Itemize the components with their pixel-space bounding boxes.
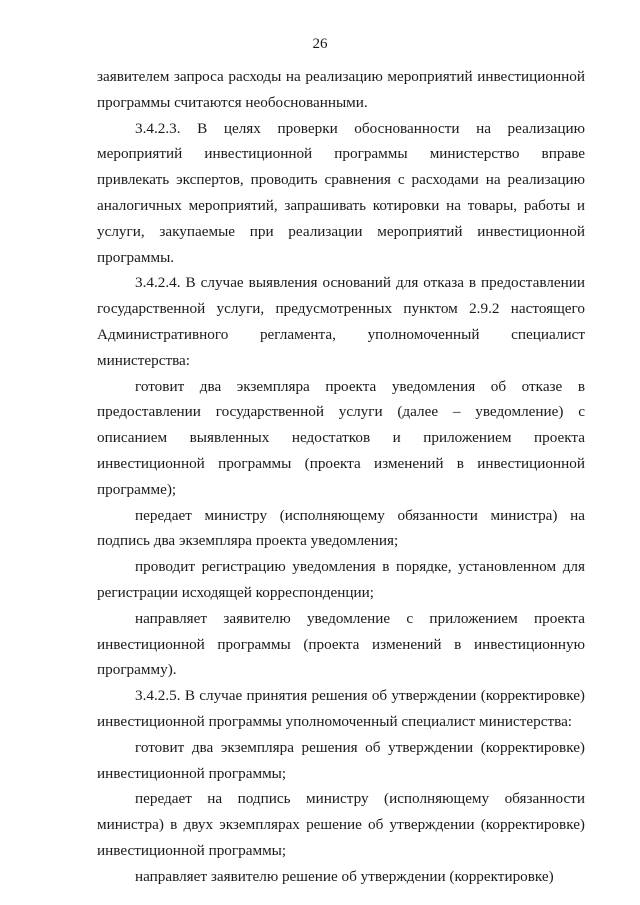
document-body — [97, 64, 585, 890]
list-item-sends-decision: направляет заявителю решение об утверждении (корректировке) — [135, 867, 554, 885]
paragraph-3-4-2-4: 3.4.2.4. В случае выявления оснований для отказа в предоставлении государственной услуги, предусмотренных пунктом 2.9.2 настоящего Административного регламента, уполномоченный специалист министерства: — [97, 274, 585, 369]
page-number: 26 — [312, 36, 328, 52]
list-item-prepares-decision: готовит два экземпляра решения об утверждении (корректировке) инвестиционной программы; — [97, 738, 585, 782]
list-item-registers-notice: проводит регистрацию уведомления в порядке, установленном для регистрации исходящей корреспонденции; — [97, 558, 585, 601]
list-item-sends-notice: направляет заявителю уведомление с приложением проекта инвестиционной программы (проекта изменений в инвестиционную программу). — [97, 609, 585, 679]
paragraph-3-4-2-5: 3.4.2.5. В случае принятия решения об утверждении (корректировке) инвестиционной программы уполномоченный специалист министерства: — [97, 687, 585, 730]
paragraph-continuation: заявителем запроса расходы на реализацию мероприятий инвестиционной программы считаются необоснованными. — [97, 68, 585, 111]
paragraph-3-4-2-3: 3.4.2.3. В целях проверки обоснованности на реализацию мероприятий инвестиционной программы министерство вправе привлекать экспертов, проводить сравнения с расходами на реализацию аналогичных мероприятий, запрашивать котировки на товары, работы и услуги, закупаемые при реализации мероприятий инвестиционной программы. — [97, 119, 585, 266]
list-item-prepares-notice: готовит два экземпляра проекта уведомления об отказе в предоставлении государственной услуги (далее – уведомление) с описанием выявленных недостатков и приложением проекта инвестиционной программы (проекта изменений в инвестиционной программе); — [97, 377, 585, 498]
list-item-submits-for-signature: передает министру (исполняющему обязанности министра) на подпись два экземпляра проекта уведомления; — [97, 506, 585, 550]
list-item-submits-decision: передает на подпись министру (исполняющему обязанности министра) в двух экземплярах решение об утверждении (корректировке) инвестиционной программы; — [97, 790, 585, 859]
